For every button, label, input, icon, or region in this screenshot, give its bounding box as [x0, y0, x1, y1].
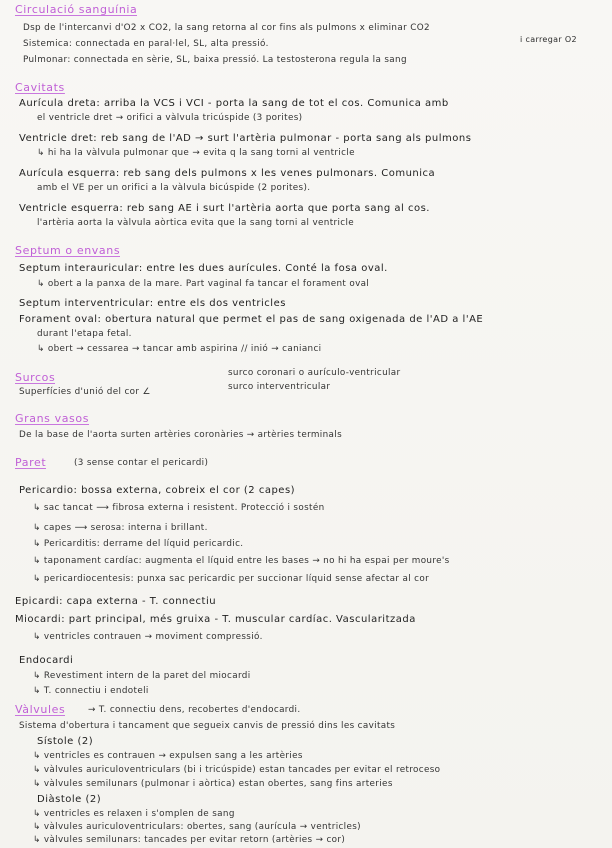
note-line: el ventricle dret → orifici a vàlvula tricúspide (3 porites) [37, 113, 303, 123]
note-line: ↳ T. connectiu i endoteli [33, 686, 149, 696]
note-line: (3 sense contar el pericardi) [74, 458, 209, 468]
section-heading: Cavitats [15, 82, 65, 94]
note-line: surco interventricular [228, 382, 331, 392]
note-line: Dsp de l'intercanvi d'O2 x CO2, la sang retorna al cor fins als pulmons x eliminar CO2 [23, 23, 430, 33]
section-heading: Septum o envans [15, 245, 121, 257]
section-heading: Vàlvules [15, 704, 66, 716]
note-line: Aurícula esquerra: reb sang dels pulmons x les venes pulmonars. Comunica [19, 168, 436, 179]
note-line: ↳ obert a la panxa de la mare. Part vaginal fa tancar el forament oval [37, 279, 370, 289]
note-line: durant l'etapa fetal. [37, 329, 132, 339]
note-line: Sístole (2) [37, 736, 94, 747]
note-line: Forament oval: obertura natural que permet el pas de sang oxigenada de l'AD a l'AE [19, 314, 484, 325]
note-line: Superfícies d'unió del cor ∠ [19, 387, 151, 397]
note-line: ↳ capes ⟶ serosa: interna i brillant. [33, 523, 208, 533]
note-line: amb el VE per un orifici a la vàlvula bicúspide (2 porites). [37, 183, 311, 193]
note-line: ↳ ventricles es relaxen i s'omplen de sang [33, 809, 235, 819]
note-line: l'artèria aorta la vàlvula aòrtica evita que la sang torni al ventricle [37, 218, 355, 228]
note-line: ↳ sac tancat ⟶ fibrosa externa i resistent. Protecció i sostén [33, 503, 325, 513]
note-line: Septum interauricular: entre les dues aurícules. Conté la fosa oval. [19, 263, 388, 274]
note-line: ↳ vàlvules auriculoventriculars (bi i tricúspide) estan tancades per evitar el retroceso [33, 765, 441, 775]
note-line: ↳ ventricles contrauen → moviment compressió. [33, 632, 263, 642]
note-line: ↳ pericardiocentesis: punxa sac pericardic per succionar líquid sense afectar al cor [33, 574, 430, 584]
note-line: Sistema d'obertura i tancament que segueix canvis de pressió dins les cavitats [19, 721, 396, 731]
section-heading: Grans vasos [15, 413, 90, 425]
note-line: ↳ Pericarditis: derrame del líquid pericardic. [33, 539, 244, 549]
note-line: → T. connectiu dens, recobertes d'endocardi. [88, 705, 301, 715]
note-line: Diàstole (2) [37, 794, 102, 805]
note-line: Septum interventricular: entre els dos ventricles [19, 298, 286, 309]
note-line: ↳ vàlvules auriculoventriculars: obertes, sang (aurícula → ventricles) [33, 822, 361, 832]
note-line: ↳ vàlvules semilunars: tancades per evitar retorn (artèries → cor) [33, 835, 346, 845]
note-line: ↳ obert → cessarea → tancar amb aspirina // inió → canianci [37, 344, 322, 354]
note-line: Pericardio: bossa externa, cobreix el cor (2 capes) [19, 485, 296, 496]
note-line: ↳ ventricles es contrauen → expulsen sang a les artèries [33, 751, 303, 761]
note-line: ↳ taponament cardíac: augmenta el líquid entre les bases → no hi ha espai per moure's [33, 556, 450, 566]
note-line: Ventricle dret: reb sang de l'AD → surt l'artèria pulmonar - porta sang als pulmons [19, 133, 472, 144]
note-line: Pulmonar: connectada en sèrie, SL, baixa pressió. La testosterona regula la sang [23, 55, 407, 65]
note-line: ↳ hi ha la vàlvula pulmonar que → evita q la sang torni al ventricle [37, 148, 355, 158]
note-line: Aurícula dreta: arriba la VCS i VCI - porta la sang de tot el cos. Comunica amb [19, 98, 449, 109]
note-line: Ventricle esquerra: reb sang AE i surt l'artèria aorta que porta sang al cos. [19, 203, 430, 214]
note-line: i carregar O2 [520, 35, 577, 44]
note-line: ↳ vàlvules semilunars (pulmonar i aòrtica) estan obertes, sang fins arteries [33, 779, 393, 789]
note-line: ↳ Revestiment intern de la paret del miocardi [33, 671, 251, 681]
note-line: De la base de l'aorta surten artèries coronàries → artèries terminals [19, 430, 342, 440]
note-line: Miocardi: part principal, més gruixa - T. muscular cardíac. Vascularitzada [15, 614, 416, 625]
section-heading: Circulació sanguínia [15, 4, 138, 16]
note-line: Endocardi [19, 655, 74, 666]
section-heading: Paret [15, 457, 47, 469]
note-line: Sistemica: connectada en paral·lel, SL, alta pressió. [23, 39, 269, 49]
note-line: surco coronari o aurículo-ventricular [228, 368, 401, 378]
note-line: Epicardi: capa externa - T. connectiu [15, 596, 217, 607]
section-heading: Surcos [15, 372, 56, 384]
